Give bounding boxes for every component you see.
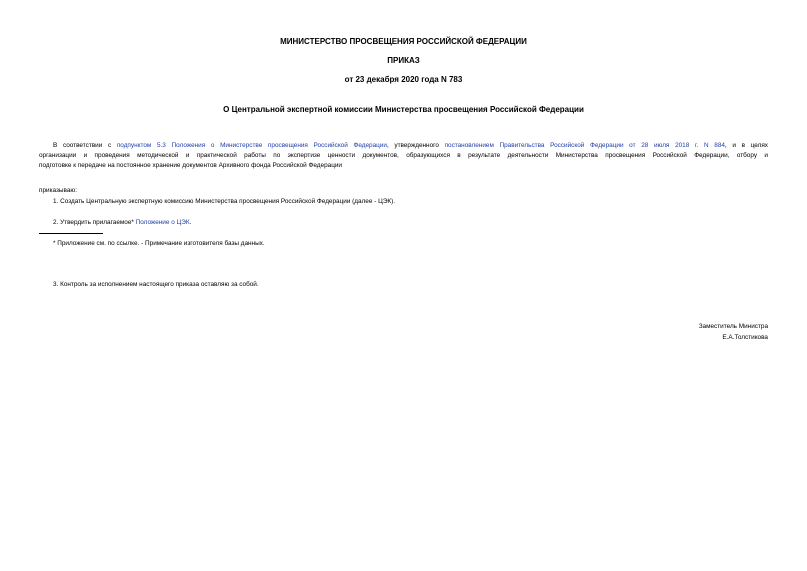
item-2-end: .: [189, 219, 192, 226]
signature-position: Заместитель Министра: [698, 323, 768, 330]
preamble-text-c: , и в целях: [724, 142, 769, 149]
item-2: [53, 218, 191, 228]
doc-type-heading: ПРИКАЗ: [387, 56, 420, 65]
document-title: О Центральной экспертной комиссии Министерства просвещения Российской Федерации: [223, 105, 584, 114]
item-3: 3. Контроль за исполнением настоящего приказа оставляю за собой.: [53, 281, 259, 288]
footnote-separator: [39, 233, 103, 234]
item-2-text: 2. Утвердить прилагаемое*: [53, 219, 136, 226]
regulation-cek-link[interactable]: Положение о ЦЭК: [135, 219, 190, 226]
signature-name: Е.А.Толстикова: [722, 334, 768, 341]
preamble-text-b: , утвержденного: [386, 142, 445, 149]
preamble-line-3: подготовке к передаче на постоянное хранение документов Архивного фонда Российской Федерации: [39, 162, 342, 169]
item-1: 1. Создать Центральную экспертную комиссию Министерства просвещения Российской Федерации (далее - ЦЭК).: [53, 198, 396, 205]
order-word: приказываю:: [39, 187, 77, 194]
preamble-line-1: [39, 141, 768, 151]
regulation-link[interactable]: подпунктом 5.3 Положения о Министерстве просвещения Российской Федерации: [116, 142, 387, 149]
date-number-heading: от 23 декабря 2020 года N 783: [344, 75, 463, 84]
preamble-line-2: организации и проведения методической и практической работы по экспертизе ценности документов, образующихся в результате деятельности Министерства просвещения Российской Федерации, отбору и: [39, 152, 768, 159]
government-decree-link[interactable]: постановлением Правительства Российской Федерации от 28 июля 2018 г. N 884: [444, 142, 725, 149]
footnote: * Приложение см. по ссылке. - Примечание изготовителя базы данных.: [53, 240, 265, 247]
preamble-text-a: В соответствии с: [53, 142, 117, 149]
ministry-heading: МИНИСТЕРСТВО ПРОСВЕЩЕНИЯ РОССИЙСКОЙ ФЕДЕРАЦИИ: [280, 37, 527, 46]
